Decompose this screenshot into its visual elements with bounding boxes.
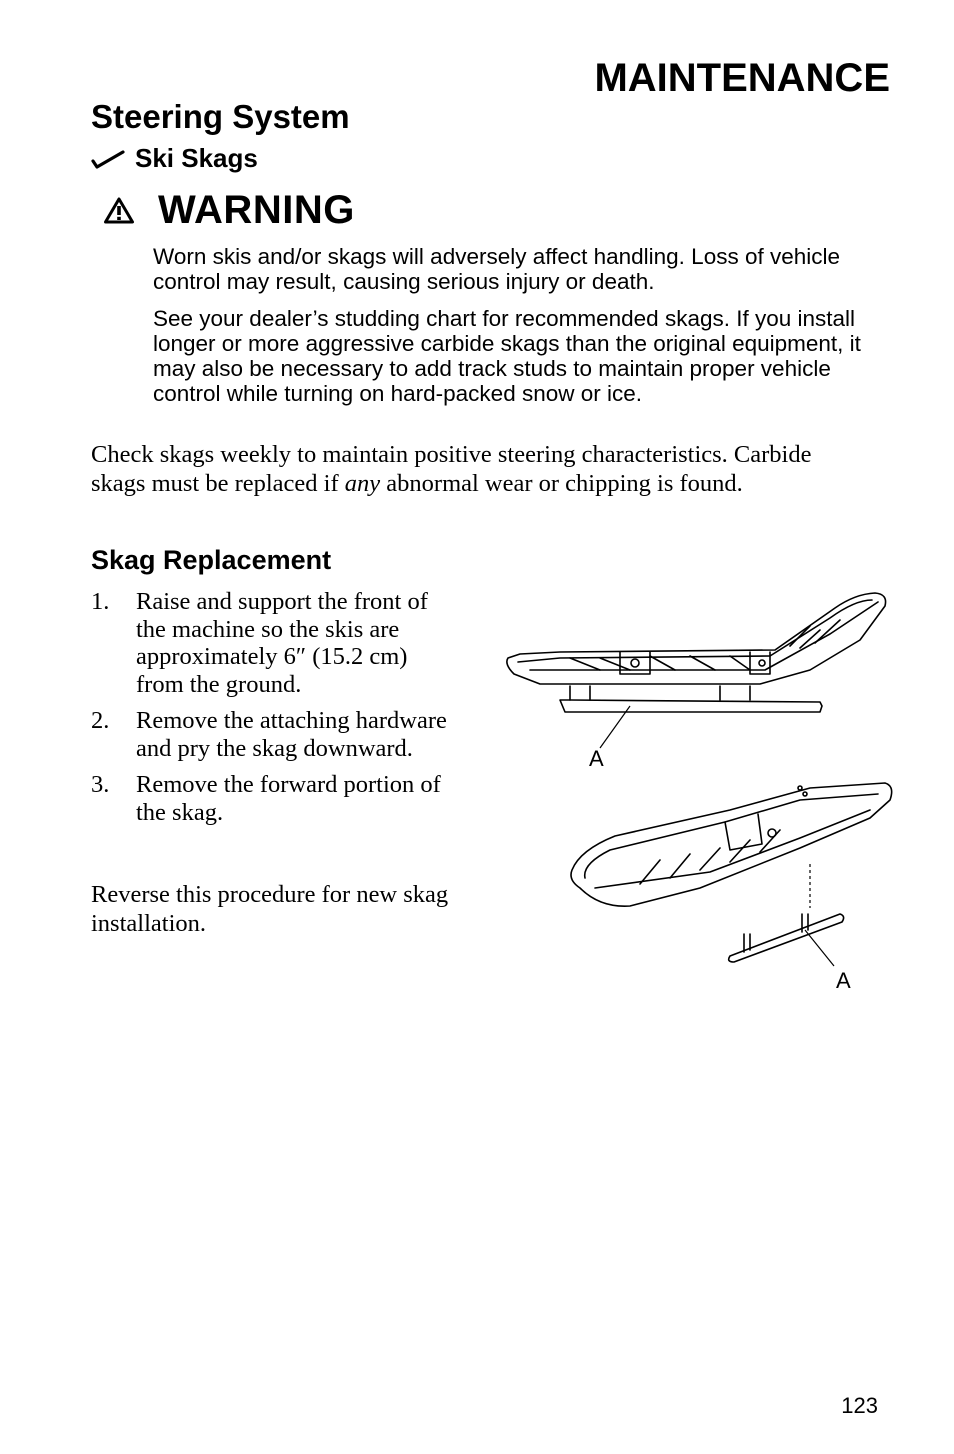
checkmark-icon <box>91 149 125 169</box>
step-number: 2. <box>91 707 110 734</box>
warning-header <box>104 188 355 233</box>
procedure-steps <box>91 588 451 835</box>
list-item <box>91 707 451 762</box>
ski-skag-illustration <box>500 588 900 998</box>
step-text: Raise and support the front of the machine so the skis are approximately 6″ (15.2 cm) from the ground. <box>136 588 428 698</box>
intro-paragraph: Check skags weekly to maintain positive steering characteristics. Carbide skags must be replaced if any abnormal wear or chipping is found. <box>91 441 812 497</box>
skag-replacement-title: Skag Replacement <box>91 545 332 575</box>
warning-label: WARNING <box>158 188 355 232</box>
lower-ski-drawing <box>571 783 892 962</box>
warning-triangle-icon <box>104 197 134 224</box>
emphasis-text: any <box>344 469 381 497</box>
step-text: Remove the forward portion of the skag. <box>136 771 441 826</box>
list-item <box>91 588 451 698</box>
closing-paragraph: Reverse this procedure for new skag installation. <box>91 881 449 937</box>
callout-leader-line <box>805 930 834 966</box>
step-number: 1. <box>91 588 110 615</box>
chapter-title: MAINTENANCE <box>594 56 890 100</box>
list-item <box>91 771 451 826</box>
callout-label: A <box>589 746 604 771</box>
subsection-title: Ski Skags <box>135 143 258 173</box>
page-number: 123 <box>841 1393 878 1418</box>
warning-paragraph: See your dealer’s studding chart for recommended skags. If you install longer or more aggressive carbide skags than the original equipment, it may also be necessary to add track studs to maintain proper vehicle control while turning on hard-packed snow or ice. <box>153 306 861 406</box>
upper-ski-drawing <box>507 593 886 712</box>
step-number: 3. <box>91 771 110 798</box>
warning-paragraph: Worn skis and/or skags will adversely affect handling. Loss of vehicle control may result, causing serious injury or death. <box>153 244 841 294</box>
subsection-heading <box>91 143 258 174</box>
callout-label: A <box>836 968 851 993</box>
section-title: Steering System <box>91 98 350 135</box>
step-text: Remove the attaching hardware and pry the skag downward. <box>136 707 447 762</box>
